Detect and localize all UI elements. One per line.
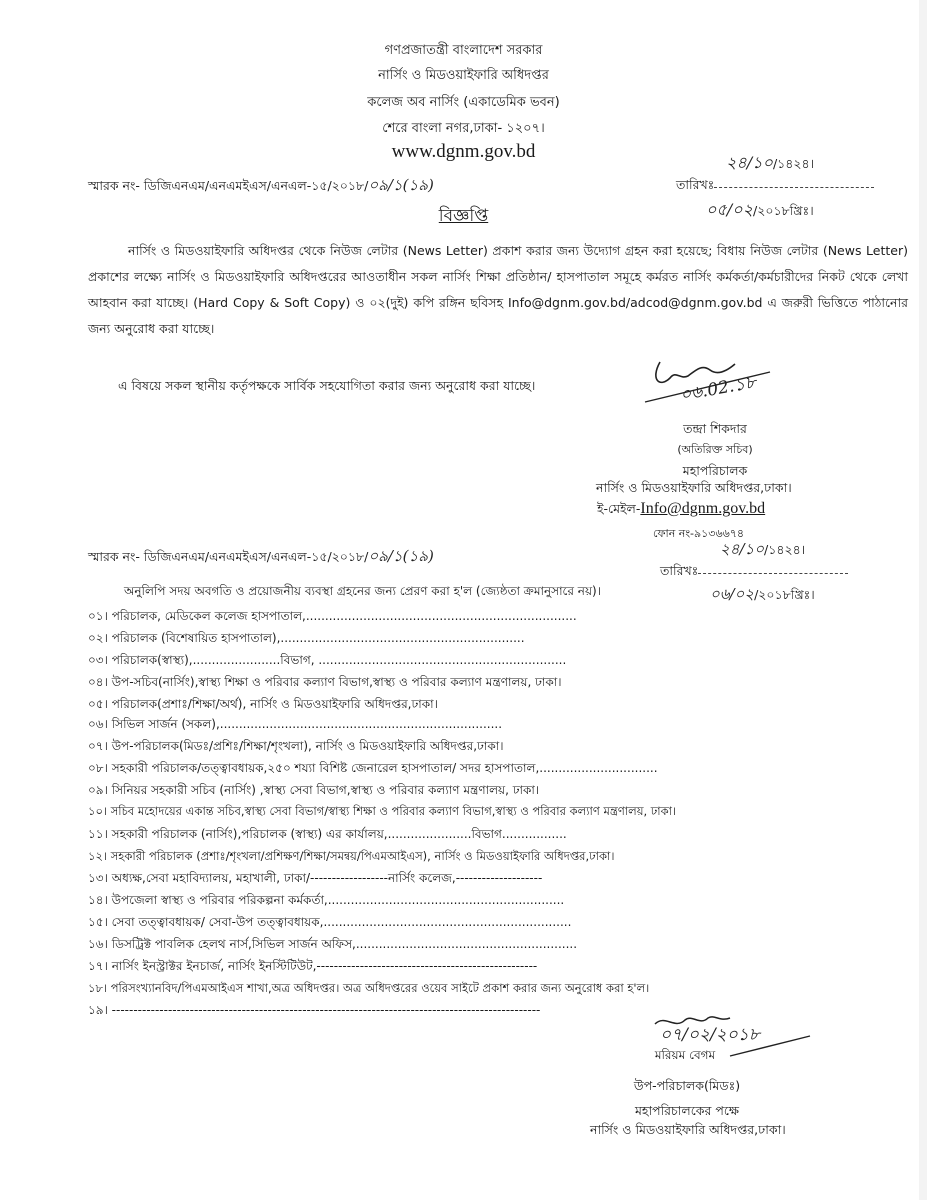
copy-list-item: ০৩। পরিচালক(স্বাস্থ্য),.......................বিভাগ, .................................................................: [88, 653, 567, 667]
gov-header-line2: নার্সিং ও মিডওয়াইফারি অধিদপ্তর: [378, 68, 549, 83]
date-greg-hand: ০৬/০২: [710, 585, 755, 603]
date-greg-year: /২০১৮খ্রিঃ।: [754, 587, 815, 602]
copy-list-item: ১৮। পরিসংখ্যানবিদ/পিএমআইএস শাখা,অত্র অধিদপ্তর। অত্র অধিদপ্তরের ওয়েব সাইটে প্রকাশ করার জন্য অনুরোধ করা হ'ল।: [88, 981, 650, 995]
signatory-1-email-label: ই-মেইল-: [597, 501, 641, 516]
signatory-1-designation: মহাপরিচালক: [682, 463, 748, 478]
notice-paragraph: নার্সিং ও মিডওয়াইফারি অধিদপ্তর থেকে নিউজ লেটার (News Letter) প্রকাশ করার জন্য উদ্যোগ গ্রহন করা হয়েছে; বিধায় নিউজ লেটার (News Letter) প্রকাশের লক্ষ্যে নার্সিং ও মিডওয়াইফারি অধিদপ্তরের আওতাধীন সকল নার্সিং শিক্ষা প্রতিষ্ঠান/ হাসপাতাল সমূহে কর্মরত নার্সিং কর্মকর্তা/কর্মচারীদের নিকট থেকে লেখা আহবান করা যাচ্ছে। (Hard Copy & Soft Copy) ও ০২(দুই) কপি রঙ্গিন ছবিসহ Info@dgnm.gov.bd/adcod@dgnm.gov.bd এ জরুরী ভিত্তিতে পাঠানোর জন্য অনুরোধ করা যাচ্ছে।: [88, 243, 908, 336]
copy-list-item: ১৫। সেবা তত্ত্বাবধায়ক/ সেবা-উপ তত্ত্বাবধায়ক,.................................................................: [88, 915, 572, 929]
signatory-2-designation: উপ-পরিচালক(মিডঃ): [633, 1078, 741, 1093]
signatory-1-office: নার্সিং ও মিডওয়াইফারি অধিদপ্তর,ঢাকা।: [596, 480, 792, 495]
signatory-1-email-line: [597, 500, 765, 521]
copy-list-item: ১৭। নার্সিং ইনস্ট্রাক্টর ইনচার্জ, নার্সিং ইনস্টিটিউট,---------------------------------------------------: [88, 959, 538, 973]
copy-list-item: ১৩। অধ্যক্ষ,সেবা মহাবিদ্যালয়, মহাখালী, ঢাকা/------------------নার্সিং কলেজ,--------------------: [88, 871, 543, 885]
copy-list-item: ০৬। সিভিল সার্জন (সকল),..........................................................................: [88, 717, 503, 731]
copy-list-item: ১১। সহকারী পরিচালক (নার্সিং),পরিচালক (স্বাস্থ্য) এর কার্যালয়,......................বিভাগ.................: [88, 827, 567, 841]
date-label: তারিখঃ: [660, 563, 699, 578]
date-bangla-hand: ২৪/১০: [720, 540, 765, 558]
copy-list-item: ০৫। পরিচালক(প্রশাঃ/শিক্ষা/অর্থ), নার্সিং ও মিডওয়াইফারি অধিদপ্তর,ঢাকা।: [88, 697, 438, 711]
copy-list-item: ১০। সচিব মহোদয়ের একান্ত সচিব,স্বাস্থ্য সেবা বিভাগ/স্বাস্থ্য শিক্ষা ও পরিবার কল্যাণ বিভাগ,স্বাস্থ্য ও পরিবার কল্যাণ মন্ত্রণালয়, ঢাকা।: [88, 804, 677, 818]
memo-ref-label: স্মারক নং- ডিজিএনএম/এনএমইএস/এনএল-১৫/২০১৮/: [88, 549, 369, 564]
copy-list-item: ০৮। সহকারী পরিচালক/তত্ত্বাবধায়ক,২৫০ শয্যা বিশিষ্ট জেনারেল হাসপাতাল/ সদর হাসপাতাল,...............................: [88, 761, 658, 775]
date-label: তারিখঃ: [676, 177, 715, 192]
date-block-2: [660, 538, 848, 608]
gov-header-address: শেরে বাংলা নগর,ঢাকা- ১২০৭।: [382, 121, 545, 136]
copy-list-item: ০৯। সিনিয়র সহকারী সচিব (নার্সিং) ,স্বাস্থ্য সেবা বিভাগ,স্বাস্থ্য ও পরিবার কল্যাণ মন্ত্রণালয়, ঢাকা।: [88, 783, 540, 797]
memo-ref-1: [88, 174, 434, 199]
copy-list-item: ০১। পরিচালক, মেডিকেল কলেজ হাসপাতাল,.......................................................................: [88, 609, 577, 623]
signature-1: [640, 350, 820, 405]
signature-2-date: ০৭/০২/২০১৮: [660, 1025, 760, 1045]
signatory-2-block: [592, 1073, 782, 1123]
signatory-1-email[interactable]: Info@dgnm.gov.bd: [640, 500, 766, 517]
date-divider: [714, 187, 874, 188]
signatory-2-office: নার্সিং ও মিডওয়াইফারি অধিদপ্তর,ঢাকা।: [590, 1122, 786, 1137]
memo-ref-2: [88, 545, 434, 570]
signature-1-date: ০৬.02.১৮: [678, 372, 758, 406]
copy-list-item: ১৬। ডিসট্রিক্ট পাবলিক হেলথ নার্স,সিভিল সার্জন অফিস,..........................................................: [88, 937, 578, 951]
notice-title: বিজ্ঞপ্তি: [438, 206, 489, 226]
signatory-1-phone: ফোন নং-৯১৩৬৬৭৪: [653, 527, 745, 540]
signatory-2-name: মরিয়ম বেগম: [654, 1048, 716, 1062]
copy-list-item: ০৪। উপ-সচিব(নার্সিং),স্বাস্থ্য শিক্ষা ও পরিবার কল্যাণ বিভাগ,স্বাস্থ্য ও পরিবার কল্যাণ মন্ত্রণালয়, ঢাকা।: [88, 675, 562, 689]
copy-list-item: ০২। পরিচালক (বিশেষায়িত হাসপাতাল),................................................................: [88, 631, 525, 645]
copy-list-item: ১৯। ---------------------------------------------------------------------------------------------------: [88, 1003, 541, 1017]
scan-edge: [919, 0, 927, 1200]
signatory-1-block: [600, 418, 830, 481]
copy-intro: অনুলিপি সদয় অবগতি ও প্রয়োজনীয় ব্যবস্থা গ্রহনের জন্য প্রেরণ করা হ'ল (জ্যেষ্ঠতা ক্রমানুসারে নয়)।: [124, 584, 601, 598]
gov-header-line3: কলেজ অব নার্সিং (একাডেমিক ভবন): [367, 95, 560, 110]
memo-ref-handwritten: ০৯/১(১৯): [368, 547, 434, 565]
website-text[interactable]: www.dgnm.gov.bd: [391, 141, 536, 162]
gov-header-line1: গণপ্রজাতন্ত্রী বাংলাদেশ সরকার: [384, 43, 543, 58]
copy-list-item: ০৭। উপ-পরিচালক(মিডঃ/প্রশিঃ/শিক্ষা/শৃংখলা), নার্সিং ও মিডওয়াইফারি অধিদপ্তর,ঢাকা।: [88, 739, 504, 753]
memo-ref-handwritten: ০৯/১(১৯): [368, 176, 434, 194]
memo-ref-label: স্মারক নং- ডিজিএনএম/এনএমইএস/এনএল-১৫/২০১৮/: [88, 178, 369, 193]
cooperation-paragraph: এ বিষয়ে সকল স্থানীয় কর্তৃপক্ষকে সার্বিক সহযোগিতা করার জন্য অনুরোধ করা যাচ্ছে।: [118, 378, 536, 393]
signatory-1-name: তন্দ্রা শিকদার: [683, 421, 747, 436]
date-greg-hand: ০৫/০২: [706, 200, 753, 219]
date-bangla-year: /১৪২৪।: [764, 542, 806, 557]
date-bangla-hand: ২৪/১০: [726, 153, 773, 172]
date-divider: [698, 573, 848, 574]
copy-list-item: ১৪। উপজেলা স্বাস্থ্য ও পরিবার পরিকল্পনা কর্মকর্তা,..............................................................: [88, 893, 565, 907]
signatory-1-rank: (অতিরিক্ত সচিব): [677, 443, 753, 456]
copy-list-item: ১২। সহকারী পরিচালক (প্রশাঃ/শৃংখলা/প্রশিক্ষণ/শিক্ষা/সমন্বয়/পিএমআইএস), নার্সিং ও মিডওয়াইফারি অধিদপ্তর,ঢাকা।: [88, 849, 615, 863]
notice-title-wrap: [0, 203, 927, 231]
date-greg-year: /২০১৮খ্রিঃ।: [752, 203, 814, 218]
date-bangla-year: /১৪২৪।: [772, 156, 815, 171]
signatory-2-on-behalf: মহাপরিচালকের পক্ষে: [634, 1103, 739, 1118]
